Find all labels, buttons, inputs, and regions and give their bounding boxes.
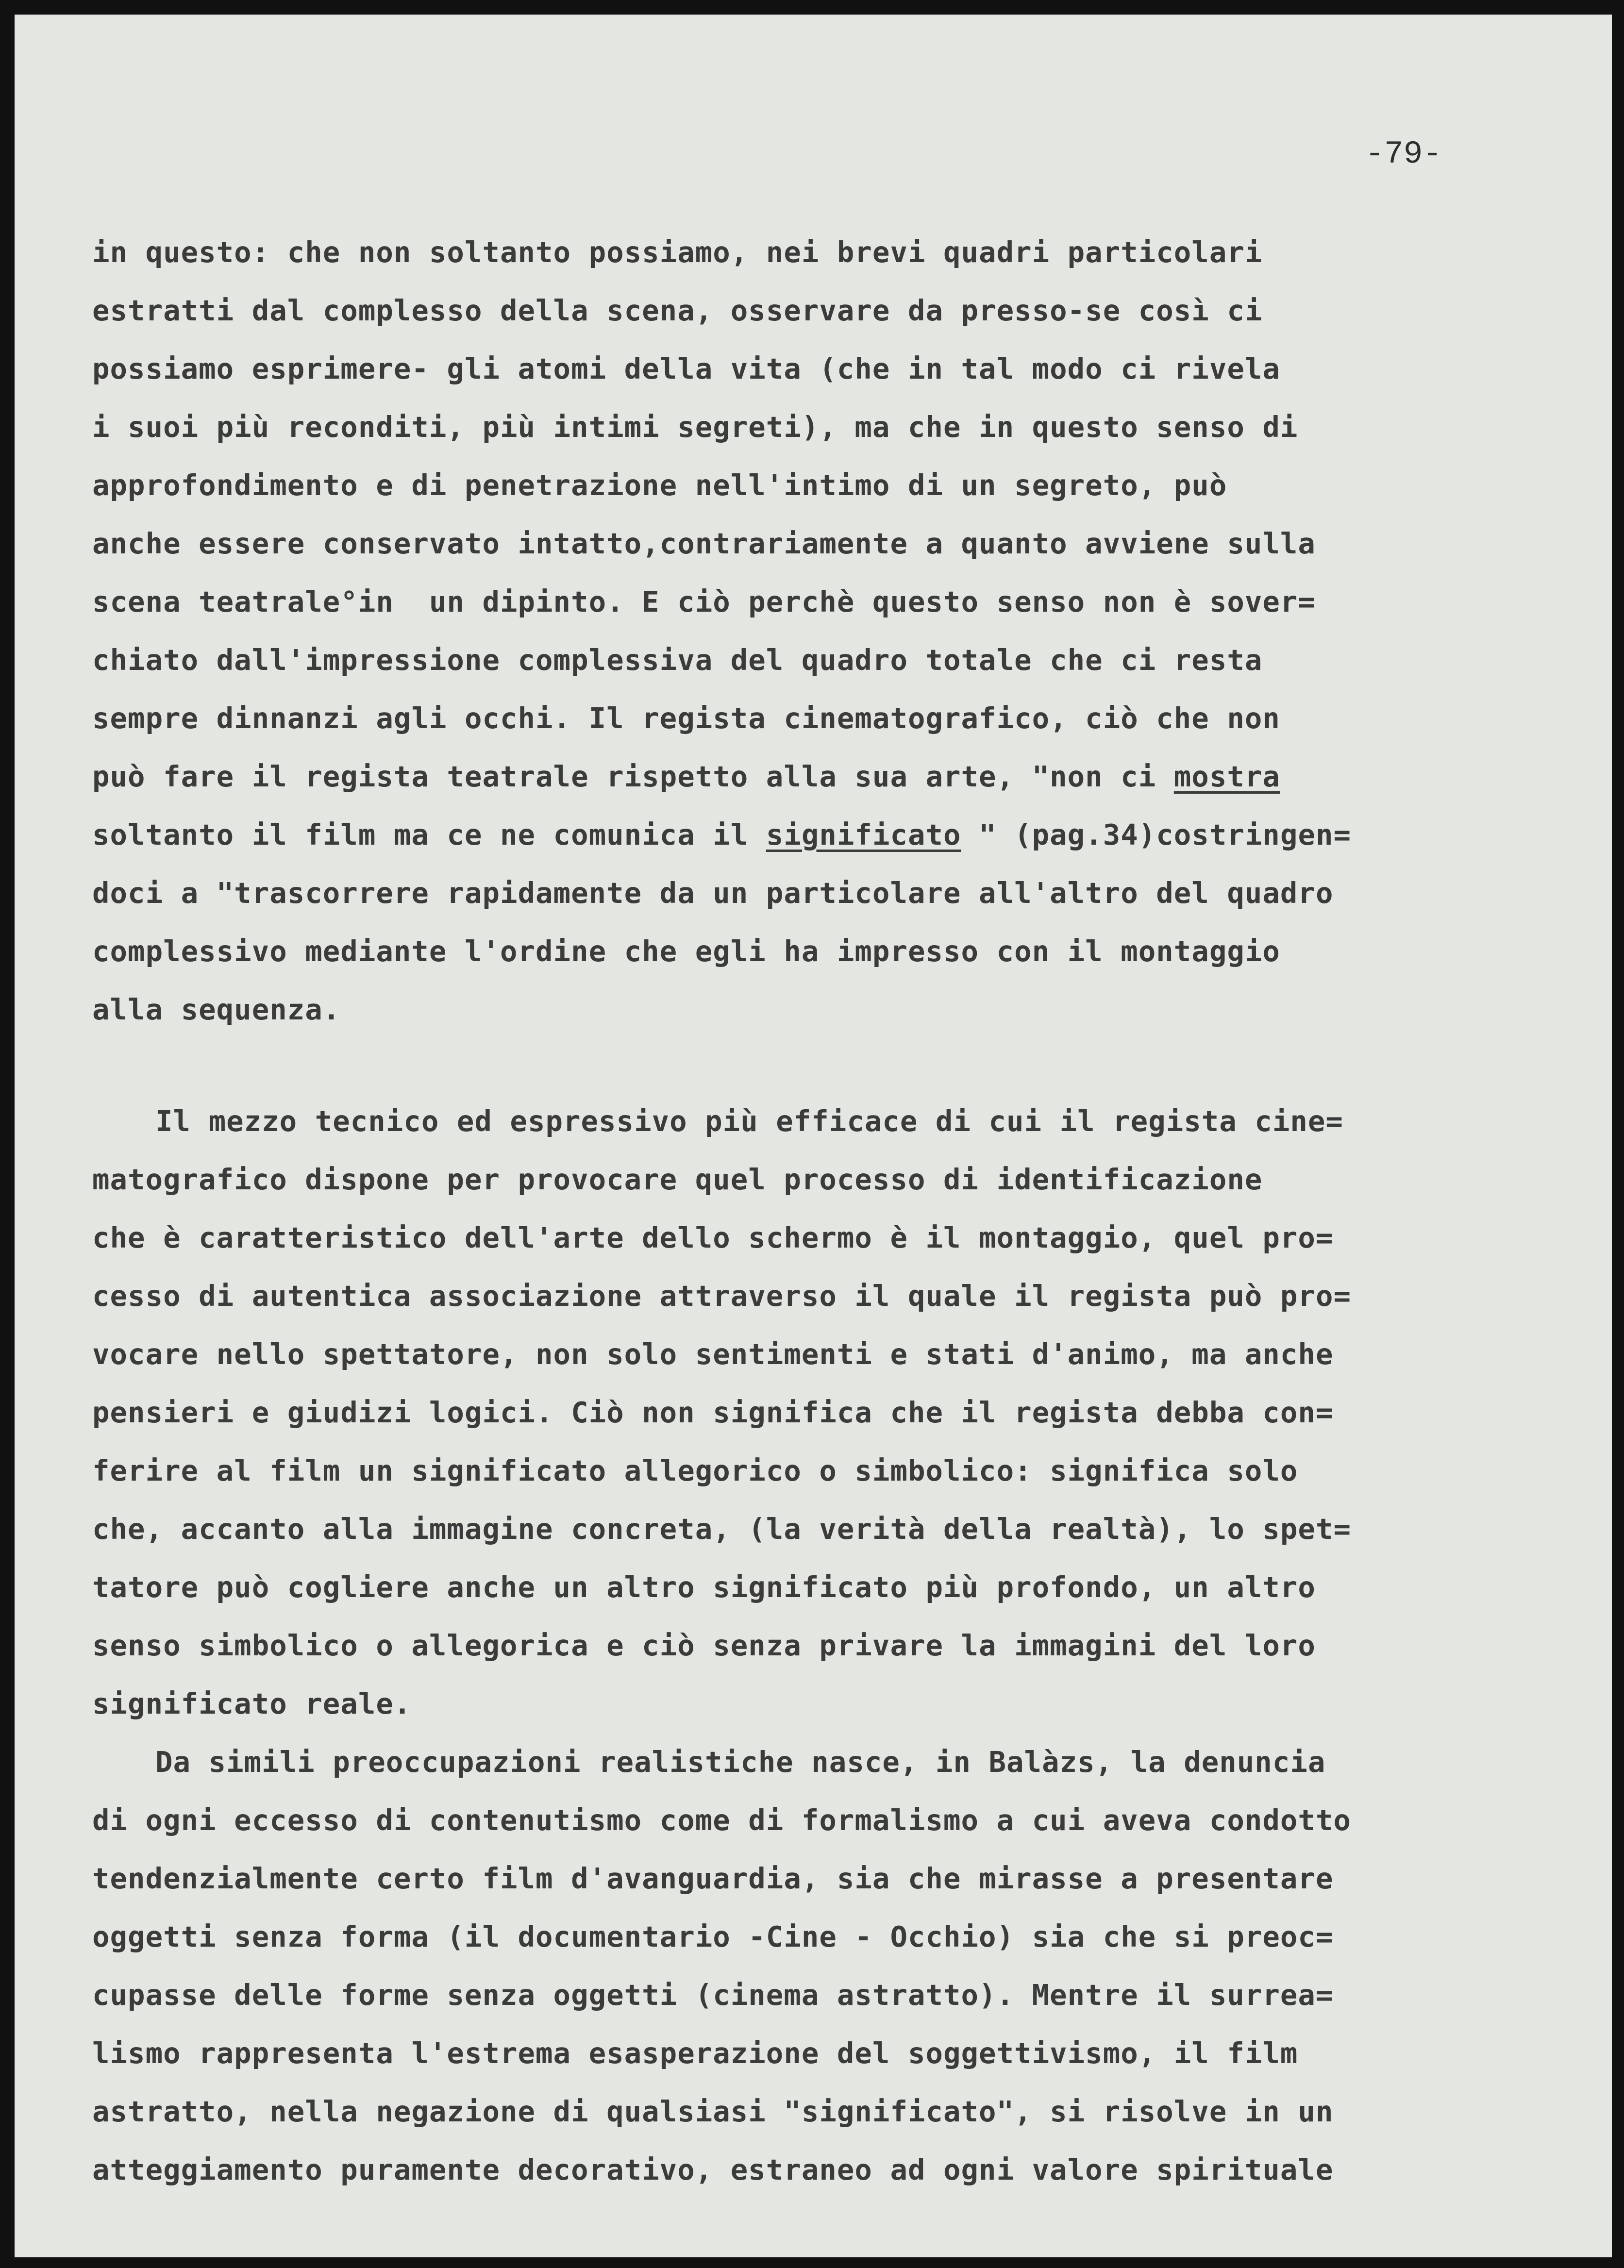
text-line: di ogni eccesso di contenutismo come di formalismo a cui aveva condotto [92, 1803, 1351, 1837]
text-segment: soltanto il film ma ce ne comunica il [92, 818, 766, 851]
paragraph-3 [92, 1733, 1510, 2199]
text-line: pensieri e giudizi logici. Ciò non significa che il regista debba con= [92, 1396, 1334, 1429]
text-line: atteggiamento puramente decorativo, estraneo ad ogni valore spirituale [92, 2153, 1334, 2186]
text-line: approfondimento e di penetrazione nell'intimo di un segreto, può [92, 468, 1227, 502]
text-line: doci a "trascorrere rapidamente da un particolare all'altro del quadro [92, 876, 1334, 910]
text-line: oggetti senza forma (il documentario -Cine - Occhio) sia che si preoc= [92, 1920, 1334, 1953]
text-line: possiamo esprimere- gli atomi della vita (che in tal modo ci rivela [92, 352, 1280, 385]
paragraph-spacer [92, 1039, 1510, 1092]
text-line: complessivo mediante l'ordine che egli ha impresso con il montaggio [92, 934, 1280, 968]
text-line: alla sequenza. [92, 993, 341, 1026]
text-line: lismo rappresenta l'estrema esasperazione del soggettivismo, il film [92, 2036, 1298, 2070]
text-line: Il mezzo tecnico ed espressivo più efficace di cui il regista cine= [155, 1104, 1343, 1138]
text-line: tatore può cogliere anche un altro significato più profondo, un altro [92, 1570, 1316, 1604]
text-line-with-underline [92, 806, 1510, 864]
text-line: cesso di autentica associazione attraverso il quale il regista può pro= [92, 1279, 1351, 1313]
underlined-word-mostra: mostra [1173, 760, 1280, 793]
paragraph-2 [92, 1092, 1510, 1733]
text-line: Da simili preoccupazioni realistiche nasce, in Balàzs, la denuncia [155, 1745, 1326, 1779]
text-line: vocare nello spettatore, non solo sentimenti e stati d'animo, ma anche [92, 1337, 1334, 1371]
text-line: i suoi più reconditi, più intimi segreti), ma che in questo senso di [92, 410, 1298, 444]
text-line: scena teatrale°in un dipinto. E ciò perchè questo senso non è sover= [92, 585, 1316, 618]
text-line: sempre dinnanzi agli occhi. Il regista cinematografico, ciò che non [92, 701, 1280, 735]
document-body [92, 223, 1510, 2199]
text-line-with-underline [92, 748, 1510, 806]
text-line: cupasse delle forme senza oggetti (cinema astratto). Mentre il surrea= [92, 1978, 1334, 2012]
text-line: estratti dal complesso della scena, osservare da presso-se così ci [92, 294, 1263, 327]
text-line: senso simbolico o allegorica e ciò senza privare la immagini del loro [92, 1629, 1316, 1662]
text-segment: può fare il regista teatrale rispetto alla sua arte, "non ci [92, 760, 1174, 793]
text-line: tendenzialmente certo film d'avanguardia, sia che mirasse a presentare [92, 1862, 1334, 1895]
document-page [15, 15, 1612, 2257]
text-segment: " (pag.34)costringen= [961, 818, 1352, 851]
text-line: chiato dall'impressione complessiva del quadro totale che ci resta [92, 643, 1263, 677]
text-line: anche essere conservato intatto,contrariamente a quanto avviene sulla [92, 527, 1316, 560]
paragraph-1 [92, 223, 1510, 1039]
text-line: significato reale. [92, 1687, 412, 1720]
page-number: -79- [1365, 136, 1442, 172]
text-line: astratto, nella negazione di qualsiasi "significato", si risolve in un [92, 2095, 1334, 2128]
text-line: in questo: che non soltanto possiamo, nei brevi quadri particolari [92, 235, 1263, 269]
text-line: matografico dispone per provocare quel processo di identificazione [92, 1163, 1263, 1196]
underlined-word-significato: significato [766, 818, 961, 851]
text-line: ferire al film un significato allegorico o simbolico: significa solo [92, 1454, 1298, 1487]
text-line: che, accanto alla immagine concreta, (la verità della realtà), lo spet= [92, 1512, 1351, 1546]
text-line: che è caratteristico dell'arte dello schermo è il montaggio, quel pro= [92, 1221, 1334, 1254]
